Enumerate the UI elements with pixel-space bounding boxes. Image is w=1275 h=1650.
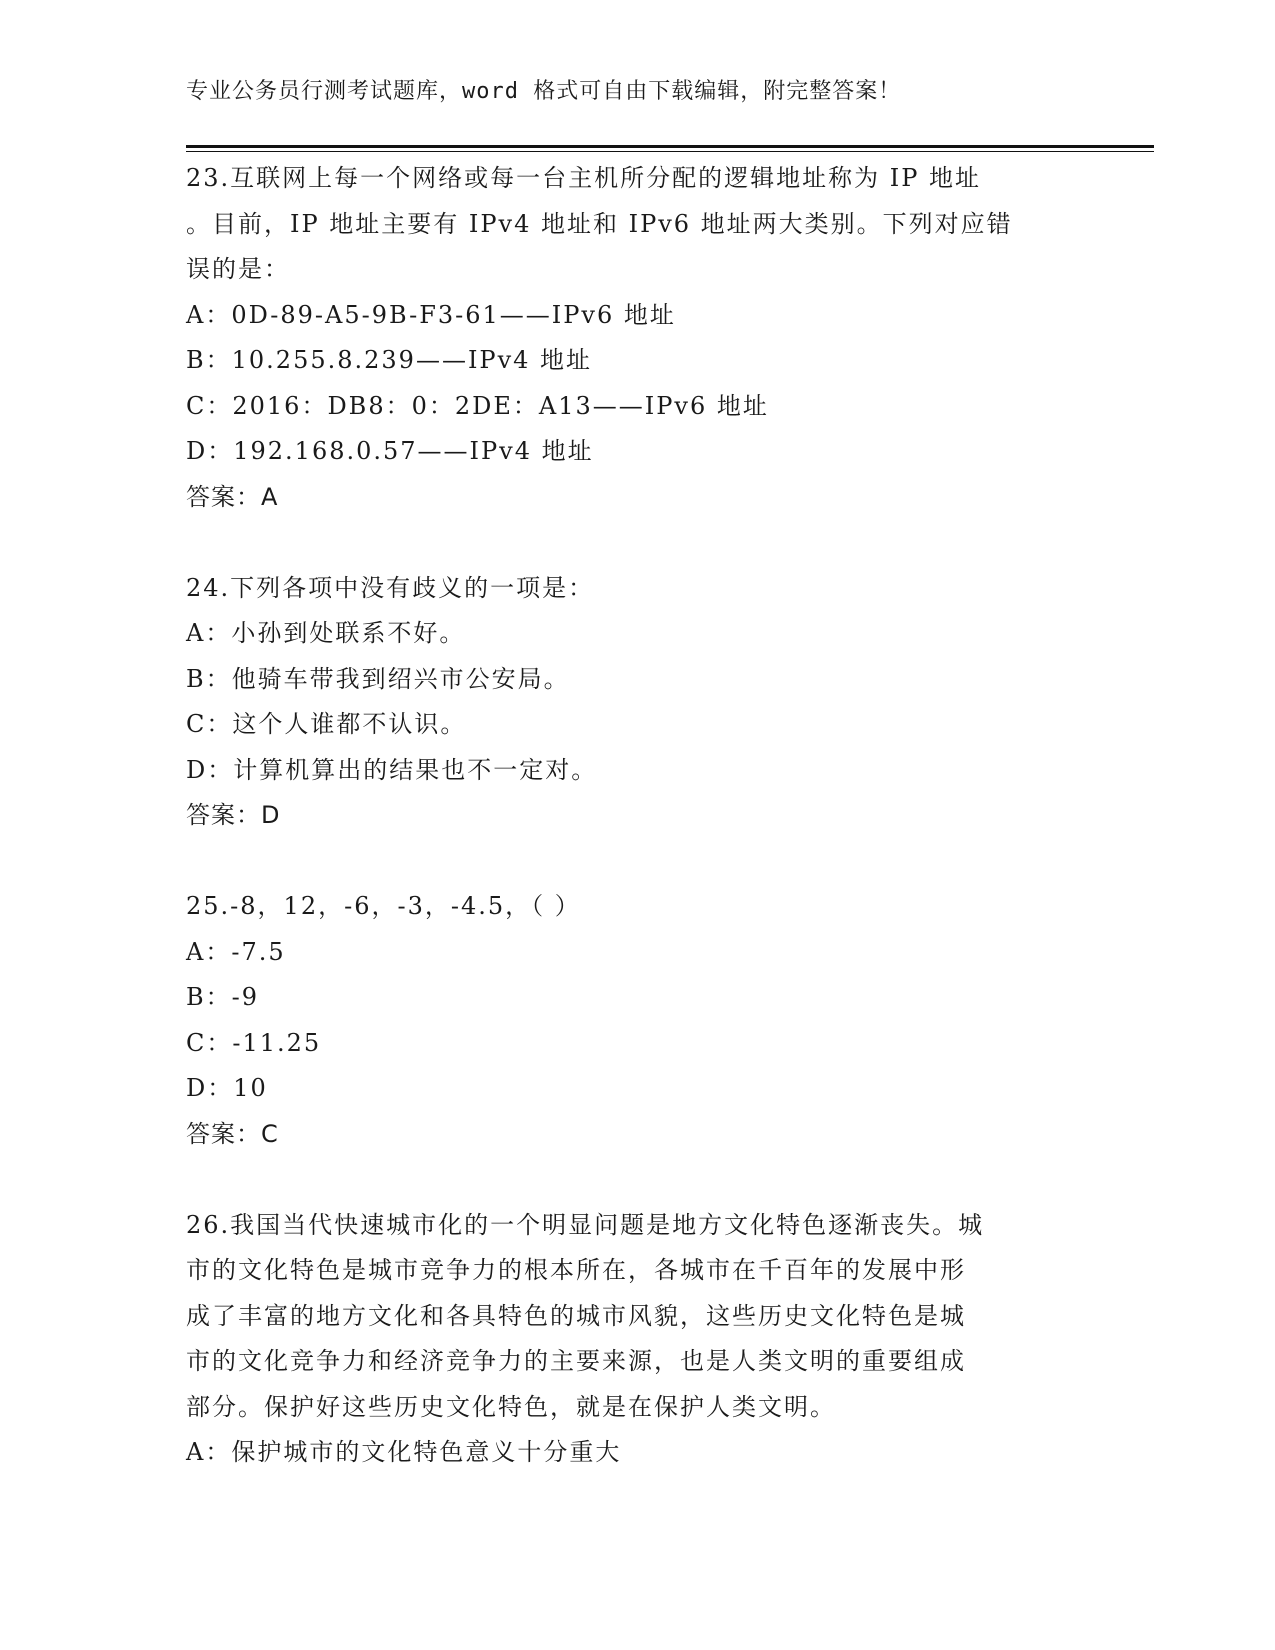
option-b: B：-9: [186, 983, 260, 1011]
option-a: A：保护城市的文化特色意义十分重大: [186, 1438, 622, 1466]
option-a: A：小孙到处联系不好。: [186, 619, 466, 647]
question-stem-line: 部分。保护好这些历史文化特色，就是在保护人类文明。: [186, 1392, 836, 1421]
option-c: C：2016：DB8：0：2DE：A13——IPv6 地址: [186, 391, 769, 420]
answer-line: 答案：A: [186, 482, 279, 511]
question-stem-line: 25.-8，12，-6，-3，-4.5，（ ）: [186, 892, 581, 920]
question-list: [186, 156, 1086, 1476]
header-rule-thin: [186, 151, 1154, 152]
header-rule-thick: [186, 145, 1154, 148]
question-stem-line: 24.下列各项中没有歧义的一项是：: [186, 573, 595, 602]
question-stem-line: 。目前，IP 地址主要有 IPv4 地址和 IPv6 地址两大类别。下列对应错: [186, 209, 1013, 238]
option-a: A：-7.5: [186, 937, 286, 966]
option-a: A：0D-89-A5-9B-F3-61——IPv6 地址: [186, 300, 676, 329]
question-stem-line: 26.我国当代快速城市化的一个明显问题是地方文化特色逐渐丧失。城: [186, 1210, 985, 1239]
option-b: B：他骑车带我到绍兴市公安局。: [186, 664, 570, 693]
question-spacer: [186, 839, 1086, 885]
question-spacer: [186, 520, 1086, 566]
question-23: [186, 156, 1086, 520]
page-header: 专业公务员行测考试题库，word 格式可自由下载编辑，附完整答案！: [186, 79, 902, 104]
question-spacer: [186, 1157, 1086, 1203]
question-25: [186, 884, 1086, 1157]
option-c: C：这个人谁都不认识。: [186, 710, 467, 738]
option-c: C：-11.25: [186, 1028, 322, 1057]
question-stem-line: 市的文化竞争力和经济竞争力的主要来源，也是人类文明的重要组成: [186, 1347, 966, 1375]
answer-line: 答案：C: [186, 1119, 279, 1148]
option-d: D：192.168.0.57——IPv4 地址: [186, 437, 594, 465]
question-26: [186, 1203, 1086, 1476]
question-stem-line: 误的是：: [186, 255, 290, 283]
question-stem-line: 23.互联网上每一个网络或每一台主机所分配的逻辑地址称为 IP 地址: [186, 164, 982, 192]
question-24: [186, 566, 1086, 839]
option-b: B：10.255.8.239——IPv4 地址: [186, 346, 593, 374]
question-stem-line: 市的文化特色是城市竞争力的根本所在，各城市在千百年的发展中形: [186, 1256, 966, 1284]
answer-line: 答案：D: [186, 801, 281, 829]
option-d: D：10: [186, 1074, 268, 1102]
question-stem-line: 成了丰富的地方文化和各具特色的城市风貌，这些历史文化特色是城: [186, 1301, 966, 1330]
option-d: D：计算机算出的结果也不一定对。: [186, 755, 598, 784]
